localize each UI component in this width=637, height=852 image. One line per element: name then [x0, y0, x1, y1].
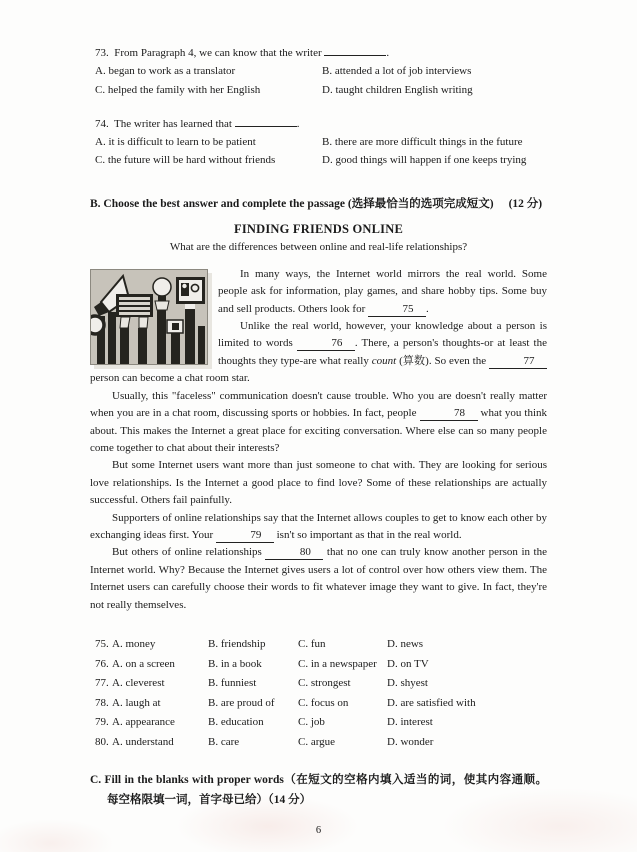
cloze-option: C. fun [298, 637, 326, 650]
passage-subtitle: What are the differences between online and real-life relationships? [169, 241, 468, 254]
blank-76: 76 [297, 337, 355, 351]
cloze-option: A. understand [112, 735, 174, 748]
blank-line [324, 42, 386, 56]
section-b-heading [90, 196, 547, 213]
cloze-option: A. appearance [112, 716, 175, 729]
cloze-option: D. on TV [387, 657, 429, 670]
answer-option: B. attended a lot of job interviews [322, 65, 472, 78]
cloze-question-number: 80. [95, 735, 109, 748]
question-73 [90, 42, 547, 99]
passage-title: FINDING FRIENDS ONLINE [233, 222, 403, 237]
raised-hands-illustration [91, 270, 207, 364]
passage-paragraph [90, 510, 547, 545]
text-run: (算数). So even the [396, 354, 489, 367]
cloze-option: D. interest [387, 716, 433, 729]
cloze-question-number: 75. [95, 637, 109, 650]
cloze-option: B. care [208, 735, 240, 748]
cloze-option: B. are proud of [208, 696, 275, 709]
passage-paragraph [90, 388, 547, 458]
text-run: 73. From Paragraph 4, we can know that the writer [95, 47, 325, 59]
blank-80: 80 [265, 546, 323, 560]
text-run: 74. The writer has learned that [95, 117, 235, 130]
cloze-question-number: 79. [95, 716, 109, 729]
cloze-option: B. education [208, 716, 264, 729]
section-b-heading-text: B. Choose the best answer and complete the passage (选择最恰当的选项完成短文) [90, 197, 494, 210]
cloze-option: C. in a newspaper [298, 657, 377, 670]
cloze-option: B. in a book [208, 657, 262, 670]
text-run: Unlike the real world, however, your knowledge about a person is limited to words [218, 320, 547, 350]
cloze-option-row [95, 656, 547, 673]
answer-option: B. there are more difficult things in the future [322, 136, 523, 149]
cloze-question-number: 78. [95, 696, 109, 709]
question-73-options [95, 62, 547, 98]
passage-paragraph [90, 457, 547, 509]
text-run: . [426, 302, 429, 315]
cloze-option: A. on a screen [112, 657, 175, 670]
text-run: isn't so important as that in the real world. [273, 528, 462, 541]
passage [90, 266, 547, 614]
cloze-option: C. focus on [298, 696, 349, 709]
text-run: that no one can truly know another person in the Internet world. Why? Because the Internet gives users a lot of control over how others view them. The Internet users can carefully choose their words to fit whatever image they want to give. In fact, they're not really themselves. [90, 546, 547, 611]
answer-option: D. good things will happen if one keeps trying [322, 154, 527, 167]
cloze-option: D. news [387, 637, 424, 650]
cloze-option-row [95, 636, 547, 653]
cloze-option-row [95, 675, 547, 692]
cloze-question-number: 77. [95, 677, 109, 690]
answer-option: C. the future will be hard without friends [95, 154, 276, 167]
cloze-option: D. shyest [387, 677, 428, 690]
cloze-option-row [95, 695, 547, 712]
answer-option: A. began to work as a translator [95, 65, 236, 78]
page-number: 6 [315, 825, 322, 837]
cloze-option: A. money [112, 637, 156, 650]
text-run: In many ways, the Internet world mirrors the real world. Some people ask for information, play games, and share hobby tips. Some buy and sell products. Others look for [218, 267, 547, 315]
cloze-option: B. friendship [208, 637, 266, 650]
text-run: Usually, this "faceless" communication doesn't cause trouble. Who you are doesn't really matter when you are in a chat room, discussing sports or hobbies. In fact, people [90, 389, 547, 420]
answer-option: A. it is difficult to learn to be patient [95, 136, 256, 149]
text-run: . [296, 117, 300, 130]
passage-illustration [90, 269, 208, 365]
text-run: . [386, 47, 390, 59]
cloze-option: C. job [298, 716, 325, 729]
cloze-option: A. laugh at [112, 696, 161, 709]
text-run: what you think about. This makes the Internet a great place for exciting conversation. Where else can so many people come together to chat about their interests? [90, 407, 548, 454]
cloze-option: A. cleverest [112, 677, 165, 690]
cloze-option-row [95, 714, 547, 731]
blank-78: 78 [420, 407, 478, 421]
answer-option: C. helped the family with her English [95, 83, 261, 96]
question-74 [90, 113, 547, 170]
cloze-question-number: 76. [95, 657, 109, 670]
cloze-option-row [95, 734, 547, 751]
text-run: person can become a chat room star. [90, 372, 250, 385]
answer-option: D. taught children English writing [322, 83, 473, 96]
blank-79: 79 [216, 529, 274, 543]
question-74-stem [95, 113, 547, 133]
blank-line [235, 113, 297, 127]
cloze-option: B. funniest [208, 677, 257, 690]
section-c-heading: C. Fill in the blanks with proper words（在短文的空格内填入适当的词，使其内容通顺。 每空格限填一词，首字母已给）（14 分） [90, 774, 547, 806]
italic-text: count [371, 354, 397, 367]
cloze-options-table [90, 636, 547, 751]
question-74-options [95, 133, 547, 169]
text-run: Supporters of online relationships say that the Internet allows couples to get to know each other by exchanging ideas first. Your [90, 511, 547, 541]
cloze-option: C. strongest [298, 677, 351, 690]
cloze-option: C. argue [298, 735, 336, 748]
blank-75: 75 [368, 303, 426, 317]
question-73-stem [95, 42, 547, 62]
text-run: . There, a person's thoughts-or at least the thoughts they type-are what really [218, 337, 547, 367]
cloze-option: D. wonder [387, 735, 434, 748]
text-run: But some Internet users want more than just someone to chat with. They are looking for serious love relationships. Is the Internet a good place to find love? Some of these relationships are actually successful. Others fail painfully. [90, 459, 547, 507]
text-run: But others of online relationships [112, 546, 266, 559]
blank-77: 77 [489, 355, 547, 369]
section-b-points: (12 分) [508, 197, 543, 210]
passage-paragraph [90, 544, 547, 614]
cloze-option: D. are satisfied with [387, 696, 476, 709]
